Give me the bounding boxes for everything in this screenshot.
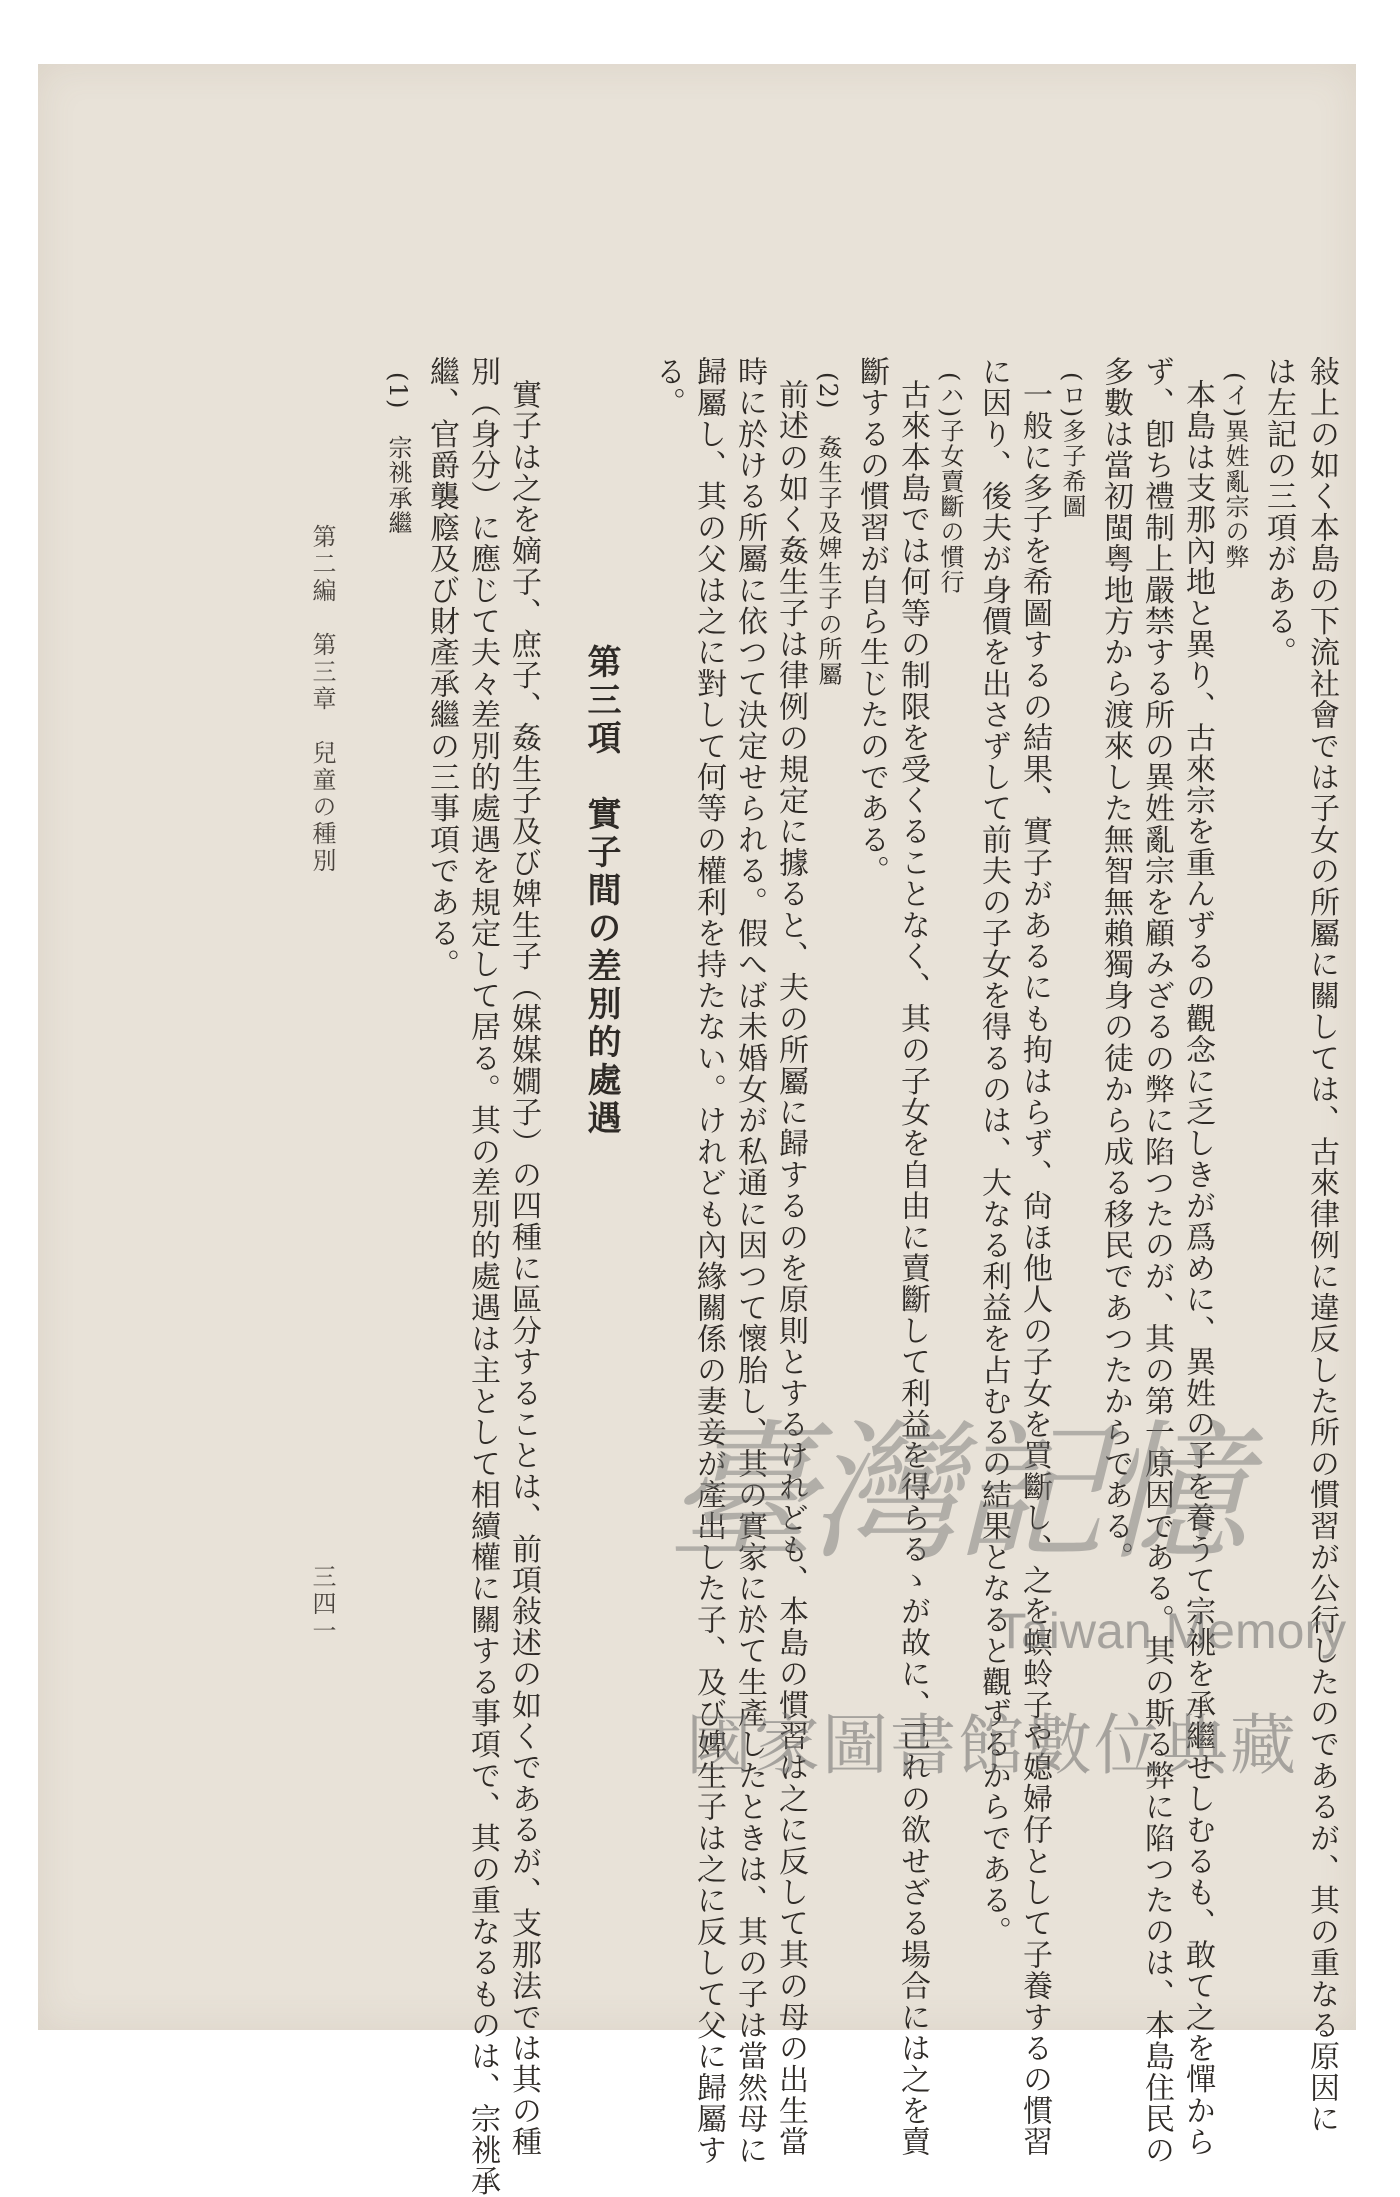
text-column: 本島は支那內地と異り、古來宗を重んずるの觀念に乏しきが爲めに、異姓の子を養うて宗祧を承繼せしむるも、敢て之を憚から (1180, 379, 1215, 2158)
book-page (38, 64, 1356, 2197)
subheading-i: (イ)異姓亂宗の弊 (1221, 372, 1249, 570)
section-heading: 第三項 實子間の差別的處遇 (581, 644, 621, 1138)
text-column: 時に於ける所屬に依つて決定せられる。假へば未婚女が私通に因つて懷胎し、其の實家に於て生產したときは、其の子は當然母に (732, 356, 767, 2166)
text-column: 繼、官爵襲廕及び財產承繼の三事項である。 (424, 356, 459, 980)
subheading-ro: (ロ)多子希圖 (1058, 372, 1086, 520)
text-column: ず、卽ち禮制上嚴禁する所の異姓亂宗を顧みざるの弊に陷つたのが、其の第一原因である。其の斯る弊に陷つたのは、本島住民の (1139, 356, 1174, 2166)
text-column: 敍上の如く本島の下流社會では子女の所屬に關しては、古來律例に違反した所の慣習が公行したのであるが、其の重なる原因に (1304, 356, 1339, 2135)
running-header: 第二編 第三章 兒童の種別 (308, 524, 336, 875)
text-column: る。 (650, 356, 685, 419)
text-column: に因り、後夫が身價を出さずして前夫の子女を得るのは、大なる利益を占むるの結果となると觀ずるからである。 (976, 356, 1011, 1948)
text-column: は左記の三項がある。 (1261, 356, 1296, 668)
text-column: 前述の如く姦生子は律例の規定に據ると、夫の所屬に歸するのを原則とするけれども、本島の慣習は之に反して其の母の出生當 (773, 379, 808, 2158)
text-column: 多數は當初閩粤地方から渡來した無智無賴獨身の徒から成る移民であつたからである。 (1098, 356, 1133, 1573)
watermark-institution: 國家圖書館數位典藏 (686, 1707, 1298, 1784)
subheading-1: (1) 宗祧承繼 (384, 372, 412, 536)
subheading-ha: (ハ)子女賣斷の慣行 (936, 372, 964, 595)
text-column: 古來本島では何等の制限を受くることなく、其の子女を自由に賣斷して利益を得らるゝが故に、己れの欲せざる場合には之を賣 (895, 379, 930, 2158)
text-column: 一般に多子を希圖するの結果、實子があるにも拘はらず、尙ほ他人の子女を買斷し、之を螟蛉子や媳婦仔として子養するの慣習 (1017, 379, 1052, 2158)
text-column: 斷するの慣習が自ら生じたのである。 (854, 356, 889, 887)
text-column: 歸屬し、其の父は之に對して何等の權利を持たない。けれども內緣關係の妻妾が產出した子、及び婢生子は之に反して父に歸屬す (691, 356, 726, 2166)
page-number: 三四一 (308, 1564, 336, 1645)
text-column: 實子は之を嫡子、庶子、姦生子及び婢生子（媒媒嫺子）の四種に區分することは、前項敍述の如くであるが、支那法では其の種 (506, 379, 541, 2158)
text-column: 別（身分）に應じて夫々差別的處遇を規定して居る。其の差別的處遇は主として相續權に關する事項で、其の重なるものは、宗祧承 (465, 356, 500, 2197)
subheading-2: (2) 姦生子及婢生子の所屬 (814, 372, 842, 687)
watermark-logo: 臺灣記憶 (666, 1407, 1243, 1581)
watermark-english: Taiwan Memory (996, 1603, 1347, 1659)
watermark (666, 1372, 1366, 1812)
